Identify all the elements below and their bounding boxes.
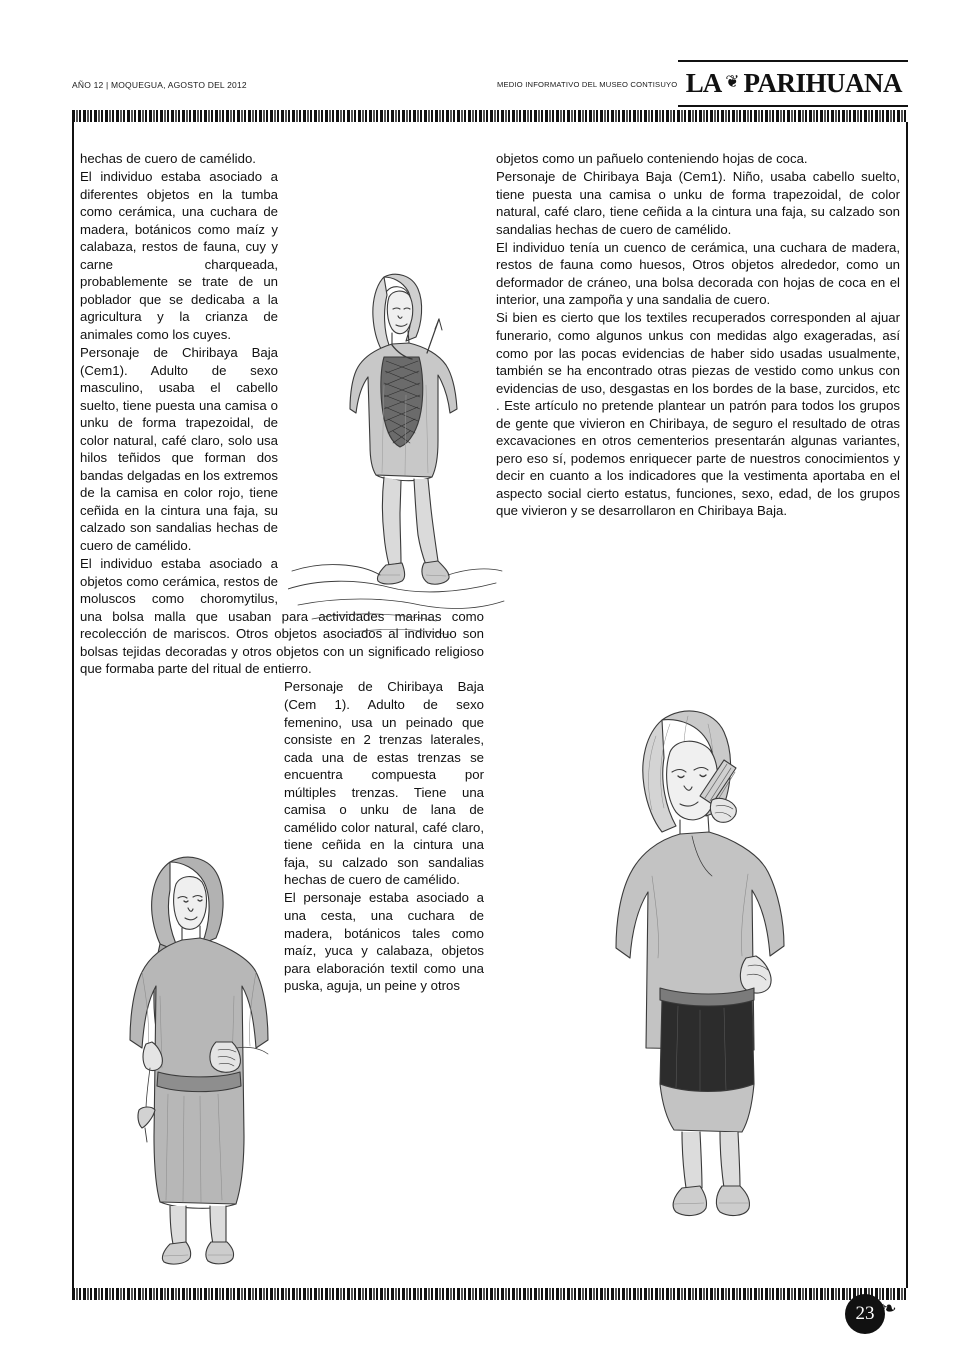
flamingo-icon: ❦ xyxy=(725,71,740,91)
paragraph: El personaje estaba asociado a una cesta, una cuchara de madera, botánicos tales como maíz, yuca y calabaza, objetos para elaboración textil como una puska, aguja, un peine y otros xyxy=(284,890,484,994)
paragraph: objetos como un pañuelo conteniendo hojas de coca. xyxy=(496,151,808,166)
right-column xyxy=(496,150,900,520)
logo-main-text: PARIHUANA xyxy=(743,67,902,98)
publication-logo xyxy=(678,60,908,107)
paragraph: El individuo estaba asociado a diferentes objetos en la tumba como cerámica, una cuchara de madera, botánicos como maíz y calabaza, restos de fauna, cuy y carne charqueada, probablemente se trate de un poblador que se dedicaba a la agricultura y la crianza de animales como los cuyes. xyxy=(80,169,278,342)
paragraph: Si bien es cierto que los textiles recuperados corresponden al ajuar funerario, como algunos unkus con medidas algo exageradas, así como por las pocas evidencias de haber sido usadas usualmente, también se ha encontrado otras piezas de vestido como unkus con evidencias de uso, desgastas en los bordes de la base, zurcidos, etc . Este artículo no pretende plantear un patrón para todos los grupos de gente que vivieron en Chiribaya, de seguro el resultado de otras excavaciones en otros cementerios presentarán algunas variantes, pero eso sí, podemos enriquecer parte de nuestros conocimientos y decir en cuanto a los indicadores que la vestimenta aportaba en el aspecto social cierto estatus, funciones, sexo, edad, de los grupos que vivieron y se desarrollaron en Chiribaya Baja. xyxy=(496,310,900,519)
illustration-woman-with-spindle xyxy=(98,836,298,1276)
decorative-band-top xyxy=(72,110,908,122)
illustration-child-playing-panpipes xyxy=(596,676,826,1236)
publication-subtitle: MEDIO INFORMATIVO DEL MUSEO CONTISUYO xyxy=(497,80,678,89)
paragraph: Personaje de Chiribaya Baja (Cem1). Niño, usaba cabello suelto, tiene puesta una camisa o unku de forma trapezoidal, de color natural, café claro, tiene ceñida a la cintura una faja, su calzado son sandalias hechas de cuero de camélido. xyxy=(496,169,900,237)
illustration-man-standing-on-rocks xyxy=(288,245,508,645)
paragraph: Personaje de Chiribaya Baja (Cem1). Adulto de sexo masculino, usaba el cabello suelto, tiene puesta una camisa o unku de forma trapezoidal, de color natural, café claro, solo usa hilos teñidos que forman dos bandas delgadas en los extremos de la camisa en color rojo, tiene ceñida en la cintura una faja, su calzado son sandalias hechas de cuero de camélido. xyxy=(80,345,278,554)
flamingo-footer-icon: ❧ xyxy=(880,1298,897,1320)
issue-line: AÑO 12 | MOQUEGUA, AGOSTO DEL 2012 xyxy=(72,80,247,90)
right-margin-rule xyxy=(906,122,908,1288)
left-margin-rule xyxy=(72,122,74,1288)
paragraph: El individuo tenía un cuenco de cerámica, una cuchara de madera, restos de fauna como huesos, Otros objetos alrededor, como un deformador de cráneo, una bolsa decorada con hojas de coca en el interior, una zampoña y una sandalia de cuero. xyxy=(496,239,900,308)
paragraph: El individuo estaba asociado a objetos como cerámica, restos de moluscos como choromytilus, una bolsa malla que usaban para actividades marinas como recolección de mariscos. Otros objetos asociados al individuo son bolsas tejidas decoradas y otros objetos con un significado religioso que formaba parte del ritual de entierro. xyxy=(80,556,484,677)
page-number-badge: 23 xyxy=(845,1294,885,1334)
logo-la-text: LA xyxy=(685,67,722,98)
decorative-band-bottom xyxy=(72,1288,908,1300)
masthead xyxy=(72,67,908,108)
paragraph: hechas de cuero de camélido. xyxy=(80,151,256,166)
paragraph: Personaje de Chiribaya Baja (Cem 1). Adulto de sexo femenino, usa un peinado que consiste en 2 trenzas laterales, cada una de estas trenzas se encuentra compuesta por múltiples trenzas. Tiene una camisa o unku de lana de camélido color natural, café claro, tiene ceñida en la cintura una faja, su calzado son sandalias hechas de cuero de camélido. xyxy=(284,679,484,888)
